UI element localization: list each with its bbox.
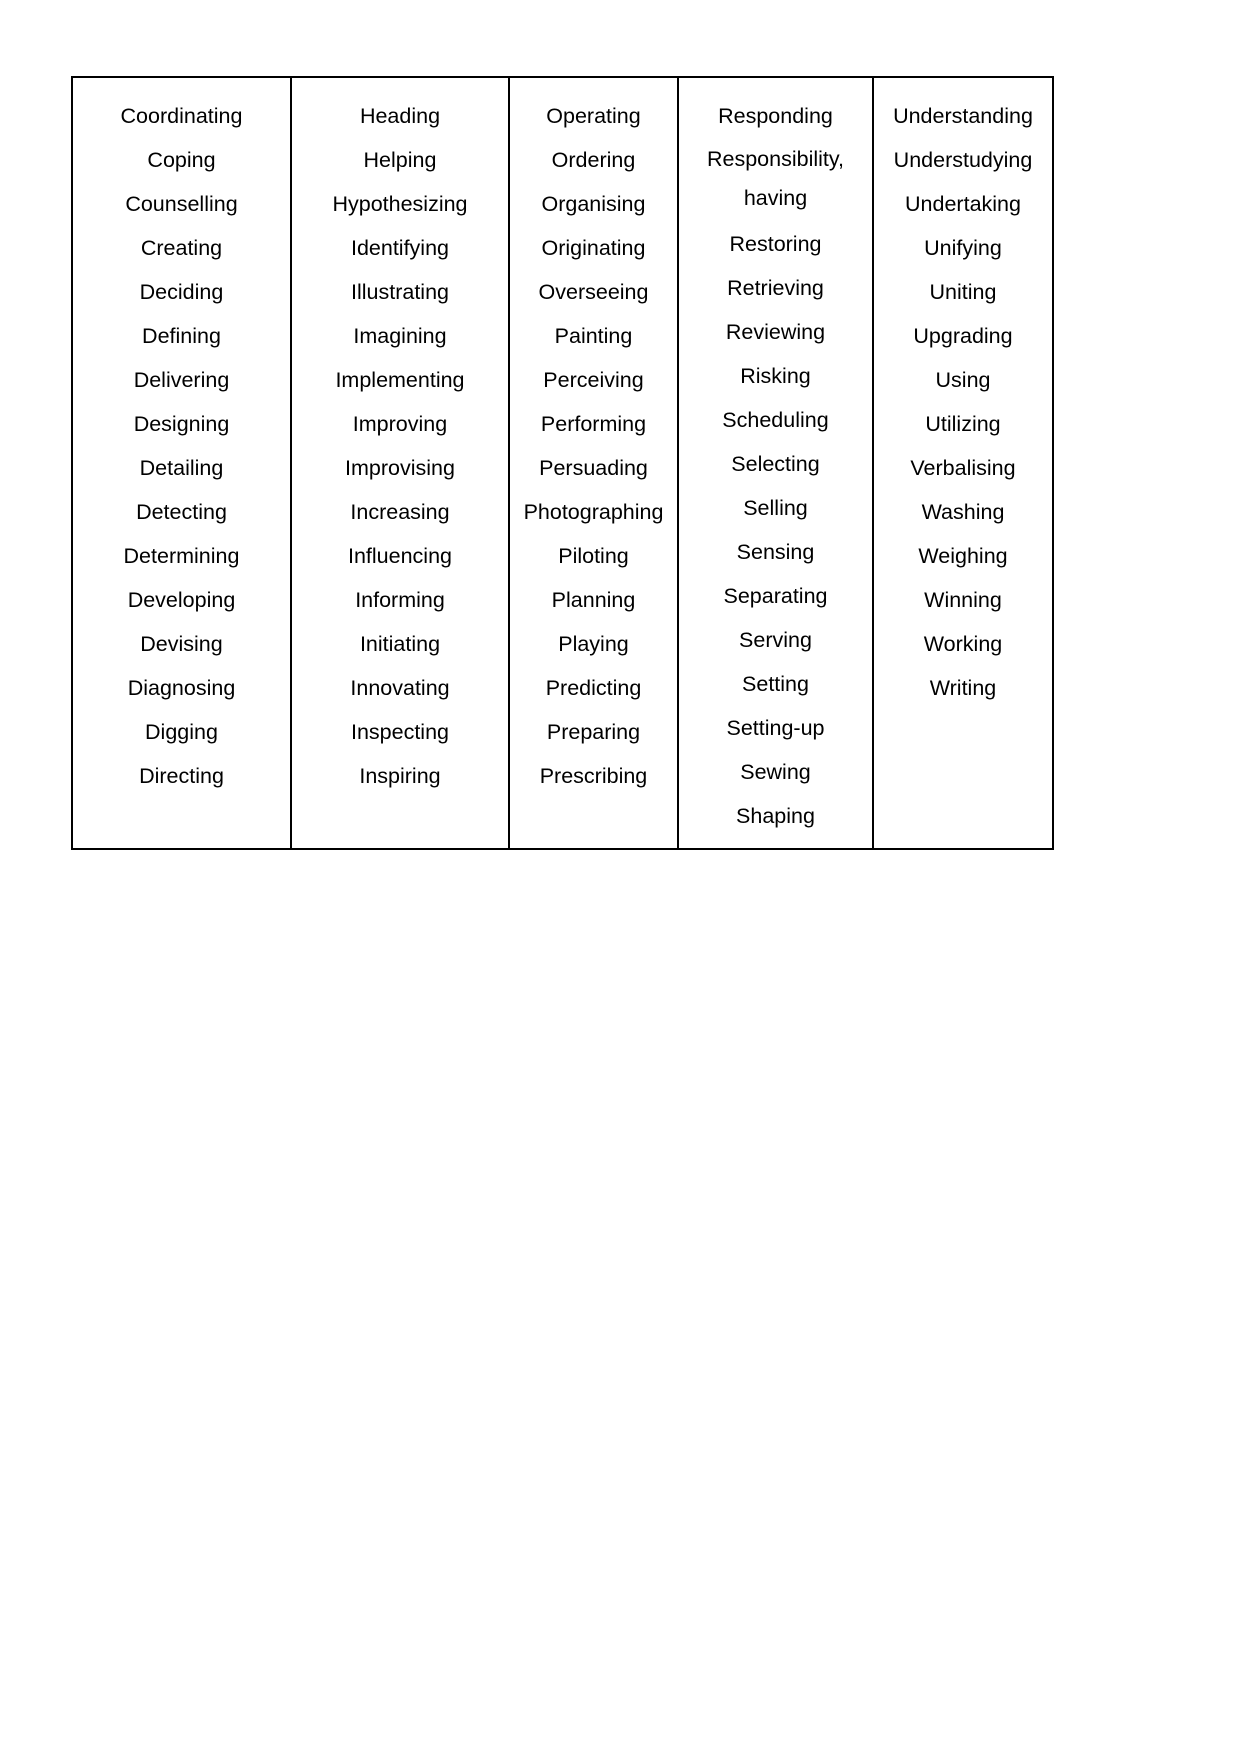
word-item: Diagnosing <box>127 676 236 700</box>
word-item: Undertaking <box>905 192 1021 216</box>
word-item: Improvising <box>345 456 455 480</box>
word-item: Initiating <box>359 632 441 656</box>
word-item: Determining <box>123 544 240 568</box>
word-item: Selling <box>743 496 808 520</box>
word-item: Planning <box>551 588 636 612</box>
word-item: Illustrating <box>351 280 449 304</box>
word-item: Detailing <box>139 456 224 480</box>
word-item: Creating <box>140 236 223 260</box>
word-item: Risking <box>740 364 811 388</box>
word-item: Increasing <box>350 500 450 524</box>
word-item: Defining <box>142 324 221 348</box>
word-item: Detecting <box>136 500 227 524</box>
word-item: Performing <box>540 412 647 436</box>
word-item: Coping <box>147 148 216 172</box>
word-item: Identifying <box>350 236 449 260</box>
word-item: Piloting <box>558 544 629 568</box>
word-item: Devising <box>140 632 223 656</box>
word-item: Overseeing <box>538 280 649 304</box>
word-item: Informing <box>355 588 445 612</box>
word-item: Prescribing <box>539 764 648 788</box>
word-item: Separating <box>723 584 828 608</box>
word-item: Unifying <box>924 236 1002 260</box>
word-item: Working <box>923 632 1003 656</box>
word-item: Shaping <box>736 804 815 828</box>
word-item: Sensing <box>736 540 815 564</box>
word-list <box>874 78 1052 710</box>
word-item: Operating <box>546 104 641 128</box>
word-item: Weighing <box>918 544 1008 568</box>
word-item: Persuading <box>539 456 648 480</box>
word-item: Retrieving <box>727 276 824 300</box>
word-item: Understudying <box>893 148 1033 172</box>
word-list <box>510 78 677 798</box>
word-item: Setting <box>742 672 809 696</box>
word-item: Coordinating <box>120 104 243 128</box>
word-item: Verbalising <box>910 456 1016 480</box>
word-item: Implementing <box>335 368 465 392</box>
word-item: Winning <box>924 588 1002 612</box>
word-item: Perceiving <box>543 368 644 392</box>
table-row <box>72 77 1053 849</box>
word-item: Setting-up <box>726 716 825 740</box>
word-column-4 <box>678 77 873 849</box>
word-item: Using <box>935 368 991 392</box>
skills-word-table <box>71 76 1054 850</box>
word-item: Washing <box>921 500 1005 524</box>
word-column-2 <box>291 77 509 849</box>
word-column-1 <box>72 77 291 849</box>
word-item: Serving <box>739 628 812 652</box>
word-item: Sewing <box>740 760 811 784</box>
word-item: Innovating <box>350 676 450 700</box>
word-item: Improving <box>352 412 448 436</box>
word-item: Reviewing <box>725 320 826 344</box>
word-item: Selecting <box>731 452 820 476</box>
word-column-3 <box>509 77 678 849</box>
word-item: Organising <box>541 192 646 216</box>
word-item: Inspecting <box>350 720 449 744</box>
word-item: Imagining <box>353 324 447 348</box>
word-item: Utilizing <box>925 412 1001 436</box>
word-list <box>73 78 290 798</box>
word-item: Playing <box>558 632 629 656</box>
word-item: Digging <box>145 720 218 744</box>
word-list <box>292 78 508 798</box>
word-item: Restoring <box>729 232 822 256</box>
word-item: Influencing <box>348 544 452 568</box>
word-item: Helping <box>363 148 437 172</box>
word-item: Painting <box>554 324 633 348</box>
word-item: Deciding <box>139 280 224 304</box>
word-item: Directing <box>139 764 224 788</box>
word-list <box>679 78 872 838</box>
word-item: Ordering <box>551 148 636 172</box>
word-item: Counselling <box>125 192 238 216</box>
word-item: Delivering <box>133 368 230 392</box>
word-item: Preparing <box>546 720 641 744</box>
word-item: Responding <box>718 104 833 128</box>
word-item: Uniting <box>929 280 997 304</box>
word-item: Responsibility, having <box>706 147 845 210</box>
word-item: Inspiring <box>359 764 441 788</box>
word-item: Developing <box>127 588 236 612</box>
word-item: Predicting <box>545 676 642 700</box>
word-item: Originating <box>541 236 646 260</box>
word-item: Understanding <box>893 104 1033 128</box>
word-item: Writing <box>929 676 997 700</box>
word-item: Heading <box>359 104 441 128</box>
word-item: Scheduling <box>722 408 829 432</box>
word-item: Designing <box>133 412 230 436</box>
word-column-5 <box>873 77 1053 849</box>
word-item: Upgrading <box>913 324 1013 348</box>
word-item: Photographing <box>523 500 664 524</box>
word-item: Hypothesizing <box>332 192 468 216</box>
